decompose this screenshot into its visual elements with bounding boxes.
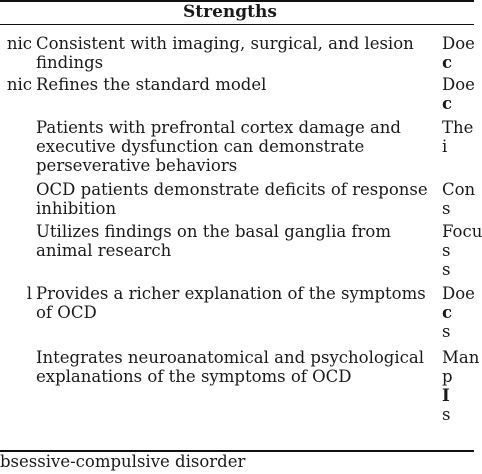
row-5-weakness-fragment-3: s (442, 260, 451, 279)
row-1-strength-line-2: findings (36, 53, 104, 72)
column-header-strengths: Strengths (183, 2, 277, 22)
row-2-weakness-fragment-2: c (442, 94, 453, 113)
header-rule (0, 24, 474, 25)
row-1-weakness-fragment-1: Doe (442, 34, 475, 53)
row-5-weakness-fragment-2: s (442, 241, 451, 260)
table-footnote: bsessive-compulsive disorder (0, 452, 246, 471)
row-1-strength-line-1: Consistent with imaging, surgical, and lesion (36, 34, 414, 53)
row-7-weakness-fragment-2: p (442, 367, 453, 386)
row-7-weakness-fragment-4: s (442, 405, 451, 424)
row-1-label-fragment: nic (6, 34, 32, 53)
row-3-strength-line-3: perseverative behaviors (36, 156, 238, 175)
row-4-strength-line-2: inhibition (36, 199, 117, 218)
row-4-strength-line-1: OCD patients demonstrate deficits of response (36, 180, 428, 199)
row-3-strength-line-1: Patients with prefrontal cortex damage and (36, 118, 401, 137)
row-2-label-fragment: nic (6, 75, 32, 94)
row-7-weakness-fragment-3: I (442, 386, 450, 405)
row-4-weakness-fragment-1: Con (442, 180, 476, 199)
row-6-weakness-fragment-3: s (442, 322, 451, 341)
row-6-strength-line-1: Provides a richer explanation of the symptoms (36, 284, 426, 303)
row-6-weakness-fragment-2: c (442, 303, 453, 322)
row-5-weakness-fragment-1: Focu (442, 222, 482, 241)
row-7-weakness-fragment-1: Man (442, 348, 480, 367)
row-6-weakness-fragment-1: Doe (442, 284, 475, 303)
row-4-weakness-fragment-2: s (442, 199, 451, 218)
row-3-strength-line-2: executive dysfunction can demonstrate (36, 137, 365, 156)
row-2-strength-line-1: Refines the standard model (36, 75, 267, 94)
row-2-weakness-fragment-1: Doe (442, 75, 475, 94)
row-1-weakness-fragment-2: c (442, 53, 453, 72)
row-6-label-fragment: l (26, 284, 32, 303)
row-5-strength-line-1: Utilizes findings on the basal ganglia from (36, 222, 392, 241)
row-6-strength-line-2: of OCD (36, 303, 97, 322)
row-5-strength-line-2: animal research (36, 241, 172, 260)
row-7-strength-line-1: Integrates neuroanatomical and psychological (36, 348, 424, 367)
row-3-weakness-fragment-1: The (442, 118, 474, 137)
row-3-weakness-fragment-2: i (442, 137, 448, 156)
row-7-strength-line-2: explanations of the symptoms of OCD (36, 367, 352, 386)
